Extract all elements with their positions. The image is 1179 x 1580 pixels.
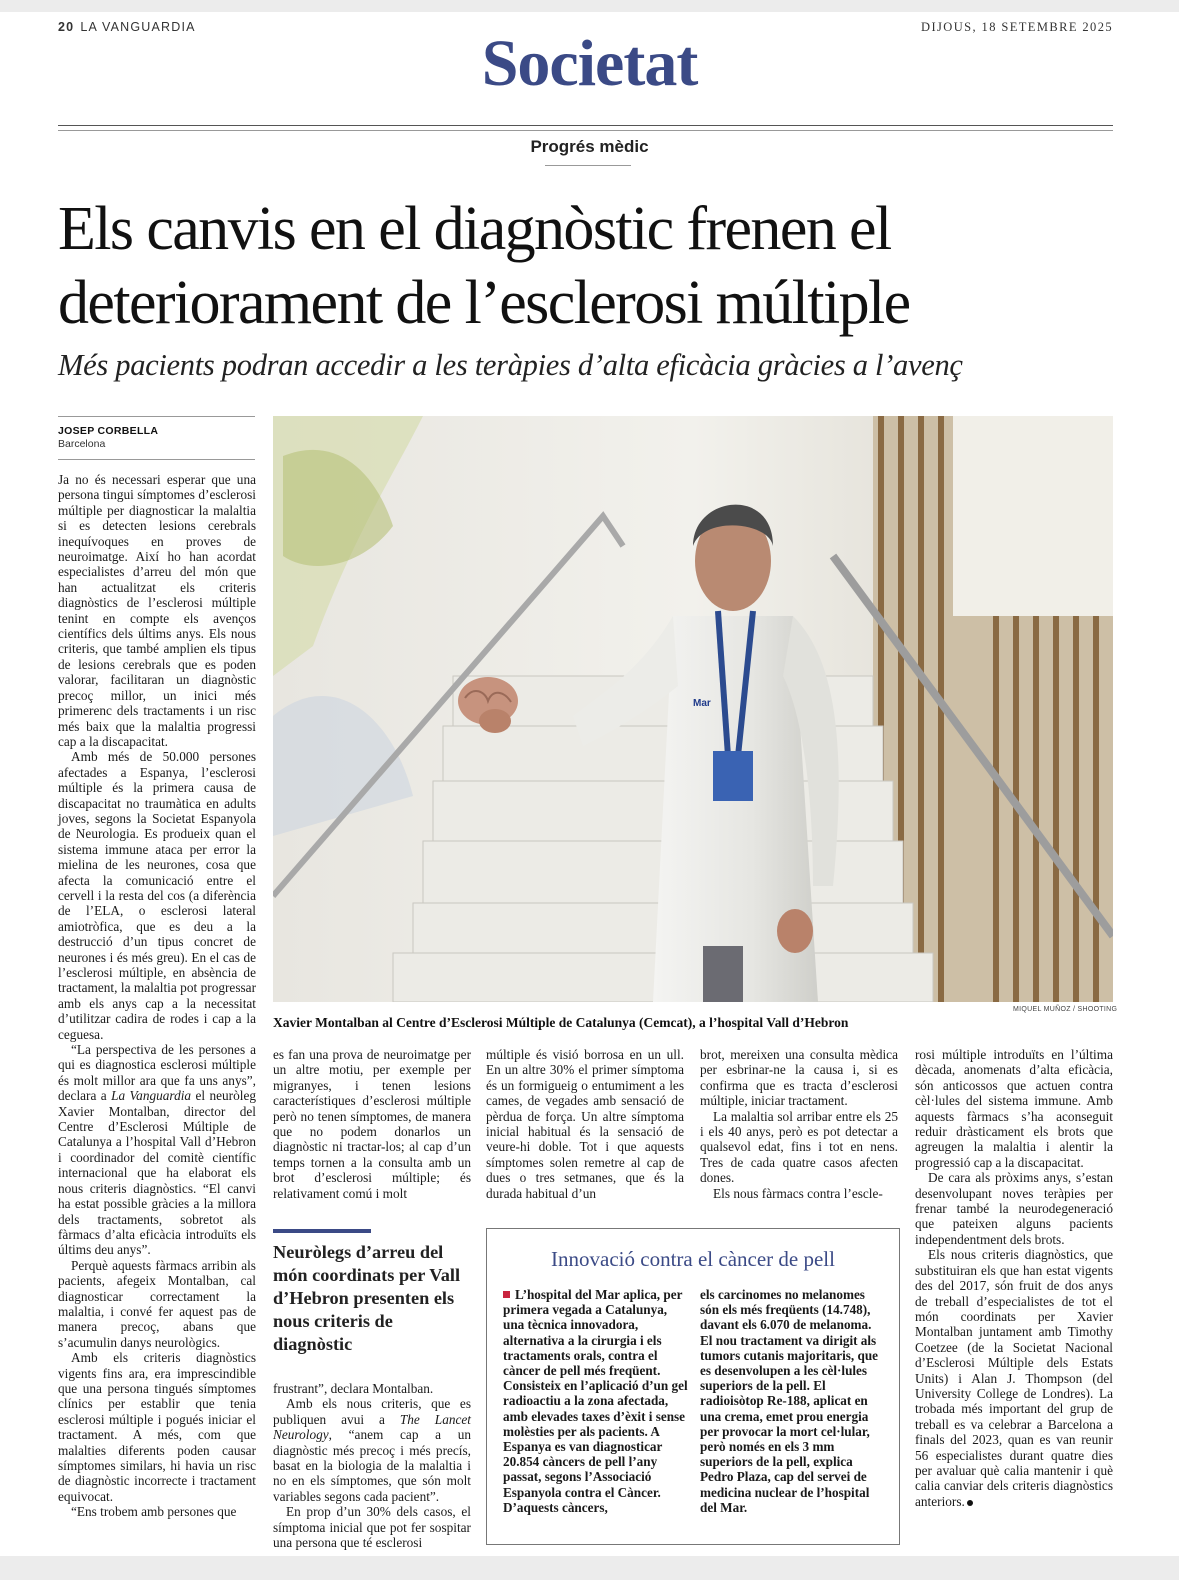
end-mark	[967, 1500, 973, 1506]
paragraph: “Ens trobem amb persones que	[71, 1504, 237, 1520]
pullquote-rule	[273, 1229, 371, 1233]
paragraph: “La perspectiva de les persones a qui es diagnostica esclerosi múltiple és molt millor ara que fa uns anys”, declara a La Vanguardia el neuròleg Xavier Montalban, director del Centre d’Esclerosi Múltiple de Catalunya a l’hospital Vall d’Hebron i coordinador del comitè científic internacional que ha elaborat els nous criteris diagnòstics. “El canvi ha estat possible gràcies a la millora dels tractaments, sobretot als fàrmacs d’alta eficàcia introduïts els últims deu anys”.	[58, 1042, 257, 1258]
paragraph: Els nous criteris diagnòstics, que substituiran els que han estat vigents des del 2017, són fruit de dos anys de treball d’especialistes de tot el món coordinats per Xavier Montalban juntament amb Timothy Coetzee (de la Societat Nacional d’Esclerosi Múltiple dels Estats Units) i Alan J. Thompson (del University College de Londres). La trobada més important del grup de treball es va celebrar a Barcelona a finals del 2023, quan es van reunir 56 especialistes durant quatre dies per avaluar què calia mantenir i què calia canviar dels criteris diagnòstics anteriors.	[915, 1247, 1113, 1509]
body-column-2-top	[273, 1047, 471, 1201]
author-city: Barcelona	[58, 438, 106, 450]
body-column-4	[700, 1047, 898, 1201]
paragraph: La malaltia sol arribar entre els 25 i els 40 anys, però es pot detectar a qualsevol edat, fins i tot en nens. Tres de cada quatre casos afecten dones.	[700, 1108, 898, 1186]
coat-logo: Mar	[693, 698, 711, 709]
paragraph: Perquè aquests fàrmacs arribin als pacients, afegeix Montalban, cal diagnosticar correctament la malaltia, i convé fer aquest pas de manera precoç, abans que s’acumulin danys neurològics.	[58, 1257, 256, 1350]
photo-caption: Xavier Montalban al Centre d’Esclerosi Múltiple de Catalunya (Cemcat), a l’hospital Vall d’Hebron	[273, 1015, 849, 1030]
header-rule	[58, 125, 1113, 126]
paragraph: Amb els criteris diagnòstics vigents fins ara, era imprescindible que una persona tingués símptomes clínics per establir que tenia esclerosi múltiple i pogués iniciar el tractament. A més, com que malalties diferents poden causar símptomes similars, hi havia un risc de diagnòstic incorrecte i tractament equivocat.	[58, 1350, 256, 1504]
author-name: JOSEP CORBELLA	[58, 425, 159, 437]
paragraph: De cara als pròxims anys, s’estan desenvolupant noves teràpies per frenar també la neurodegeneració que pateixen alguns pacients independentment dels brots.	[915, 1170, 1113, 1247]
byline-rule	[58, 416, 255, 417]
paragraph: frustrant”, declara Montalban.	[273, 1381, 434, 1396]
photo-doctor-stairs	[273, 416, 1113, 1002]
section-title: Societat	[481, 27, 698, 100]
kicker: Progrés mèdic	[530, 137, 649, 156]
headline: Els canvis en el diagnòstic frenen el deteriorament de l’esclerosi múltiple	[58, 195, 910, 337]
box-title: Innovació contra el càncer de pell	[551, 1247, 835, 1271]
body-column-3	[486, 1047, 684, 1201]
paragraph: Els nous fàrmacs contra l’escle-	[713, 1185, 883, 1201]
paragraph: Ja no és necessari esperar que una persona tingui símptomes d’esclerosi múltiple per diagnosticar la malaltia si es detecten lesions cerebrals inequívoques en proves de neuroimatge. Així ho han acordat especialistes d’arreu del món que han actualitzat els criteris diagnòstics de l’esclerosi múltiple tenint en compte els avenços científics dels últims anys. Els nous criteris, que també amplien els tipus de lesions cerebrals que es poden valorar, facilitaran un diagnòstic precoç millor, un inici més primerenc dels tractaments i un risc més baix que la malaltia progressi cap a la discapacitat.	[58, 472, 256, 749]
top-margin-bar	[0, 0, 1179, 12]
body-column-5	[915, 1047, 1113, 1509]
box-column-2: els carcinomes no melanomes són els més freqüents (14.748), davant els 6.070 de melanoma. El nou tractament va dirigit als tumors cutanis majoritaris, que es desenvolupen a les cèl·lules superiors de la pell. El radioisòtop Re-188, aplicat en una crema, emet prou energia per provocar la mort cel·lular, però només en els 3 mm superiors de la pell, explica Pedro Plaza, cap del servei de medicina nuclear de l’hospital del Mar.	[700, 1287, 879, 1515]
paragraph: brot, mereixen una consulta mèdica per esbrinar-ne la causa i, si es confirma que es tracta d’esclerosi múltiple, iniciar tractament.	[700, 1047, 898, 1109]
byline-rule-bottom	[58, 459, 255, 460]
paragraph: Amb els nous criteris, que es publiquen avui a The Lancet Neurology, “anem cap a un diagnòstic més precoç i més precís, basat en la biologia de la malaltia i no en els símptomes, que són molt variables segons cada pacient”.	[273, 1396, 471, 1504]
bottom-margin-bar	[0, 1556, 1179, 1580]
paragraph: múltiple és visió borrosa en un ull. En un altre 30% el primer símptoma és un formigueig o entumiment a les cames, de vegades amb sensació de pèrdua de força. Un altre símptoma inicial habitual és la sensació de veure-hi doble. Tot i que aquests símptomes solen remetre al cap de dues o tres setmanes, que és la durada habitual d’un	[486, 1047, 684, 1201]
paragraph: rosi múltiple introduïts en l’última dècada, anomenats d’alta eficàcia, són anticossos que actuen contra cèl·lules del sistema immune. Amb aquests fàrmacs s’ha aconseguit reduir dràsticament els brots que agreugen la malaltia i alentir la progressió cap a la discapacitat.	[915, 1047, 1113, 1170]
header-rule-thin	[58, 130, 1113, 131]
photo-credit: MIQUEL MUÑOZ / SHOOTING	[1013, 1006, 1118, 1013]
kicker-rule	[545, 165, 631, 166]
paragraph: En prop d’un 30% dels casos, el símptoma inicial que pot fer sospitar una persona que té esclerosi	[273, 1504, 471, 1551]
paragraph: Amb més de 50.000 persones afectades a Espanya, l’esclerosi múltiple és la primera causa de discapacitat no traumàtica en adults joves, segons la Societat Espanyola de Neurologia. Es produeix quan el sistema immune ataca per error la mielina de les neurones, cosa que afecta la comunicació entre el cervell i la resta del cos (a diferència de l’ELA, o esclerosi lateral amiotròfica, que es deu a la destrucció d’un tipus concret de neurones i és més greu). En el cas de l’esclerosi múltiple, en absència de tractament, la malaltia pot progressar amb els anys cap a la necessitat d’utilitzar cadira de rodes i cap a la ceguesa.	[58, 749, 256, 1042]
page-folio: 20 LA VANGUARDIA	[58, 20, 196, 34]
issue-date: DIJOUS, 18 SETEMBRE 2025	[921, 20, 1113, 34]
body-column-1	[58, 472, 256, 1520]
box-bullet-icon	[503, 1291, 510, 1298]
article-photo	[273, 416, 1113, 1002]
box-column-1: L’hospital del Mar aplica, per primera vegada a Catalunya, una tècnica innovadora, alternativa a la cirurgia i els tractaments orals, contra el càncer de pell més freqüent. Consisteix en l’aplicació d’un gel radioactiu a la zona afectada, amb elevades taxes d’èxit i sense molèsties per als pacients. A Espanya es van diagnosticar 20.854 càncers de pell l’any passat, segons l’Associació Espanyola contra el Càncer. D’aquests càncers,	[503, 1287, 688, 1515]
body-column-2-bottom	[273, 1381, 471, 1550]
subheadline: Més pacients podran accedir a les teràpies d’alta eficàcia gràcies a l’avenç	[58, 348, 963, 382]
paragraph: es fan una prova de neuroimatge per un altre motiu, per exemple per migranyes, i tenen lesions característiques d’esclerosi múltiple però no tenen símptomes, de manera que no podem donarlos un diagnòstic ni tractar-los; al cap d’un temps tornen a la consulta amb un brot d’esclerosi múltiple; és relativament comú i molt	[273, 1047, 471, 1201]
pullquote: Neuròlegs d’arreu del món coordinats per Vall d’Hebron presenten els nous criteris de diagnòstic	[273, 1242, 461, 1354]
